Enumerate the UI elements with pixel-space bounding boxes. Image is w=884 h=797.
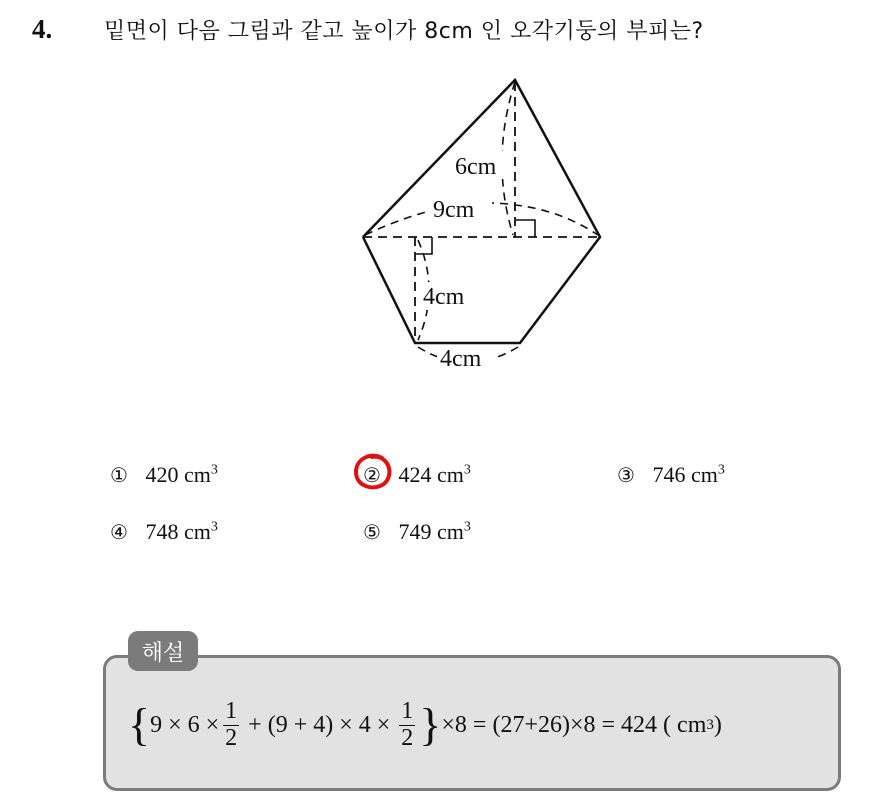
pentagon-diagram [340,70,630,380]
question-text: 밑면이 다음 그림과 같고 높이가 8cm 인 오각기둥의 부피는? [104,19,704,44]
choice-3-exp: 3 [717,462,725,478]
choice-4-value: 748 [145,519,179,544]
choice-2-exp: 3 [463,462,471,478]
fraction-1-numerator: 1 [225,698,238,725]
right-angle-mark-bottom [415,237,432,254]
choice-4-mark: ④ [110,520,128,544]
choice-1-mark: ① [110,463,128,487]
answer-circle-mark [352,452,394,492]
formula-close-brace: } [419,699,442,750]
choice-5-exp: 3 [463,519,471,535]
choice-5[interactable] [363,519,471,545]
formula-fraction-2 [399,699,415,750]
choice-3-value: 746 [652,462,686,487]
fraction-2-denominator: 2 [401,724,414,751]
formula-open-brace: { [128,699,151,750]
label-height-triangle: 6cm [455,154,497,180]
choice-4[interactable] [110,519,218,545]
choice-2-unit: cm [437,462,464,487]
question-number: 4. [32,14,53,44]
choice-5-mark: ⑤ [363,520,381,544]
label-bottom-edge: 4cm [440,346,482,372]
formula-close: ) [713,711,722,738]
solution-tab: 해설 [128,631,198,671]
choice-2-mark: ② [363,463,381,487]
formula-part3: ×8 = (27+26)×8 = 424 ( cm [441,711,707,738]
choice-4-unit: cm [184,519,211,544]
formula-fraction-1 [223,699,239,750]
formula-part1: 9 × 6 × [150,711,220,738]
label-height-trapezoid: 4cm [423,284,465,310]
choice-1[interactable] [110,462,218,488]
right-angle-mark-top [515,220,535,237]
choice-5-unit: cm [437,519,464,544]
pentagon-figure [340,70,630,380]
solution-formula [128,690,722,760]
fraction-2-numerator: 1 [401,698,414,725]
choice-1-exp: 3 [210,462,218,478]
formula-part2: + (9 + 4) × 4 × [248,711,391,738]
label-diagonal: 9cm [433,197,475,223]
fraction-1-denominator: 2 [225,724,238,751]
formula-exp: 3 [706,716,714,733]
choice-1-value: 420 [145,462,179,487]
choice-2-value: 424 [398,462,432,487]
choice-4-exp: 3 [210,519,218,535]
choice-3-unit: cm [691,462,718,487]
choice-1-unit: cm [184,462,211,487]
choice-3-mark: ③ [617,463,635,487]
choice-5-value: 749 [398,519,432,544]
choice-3[interactable] [617,462,725,488]
